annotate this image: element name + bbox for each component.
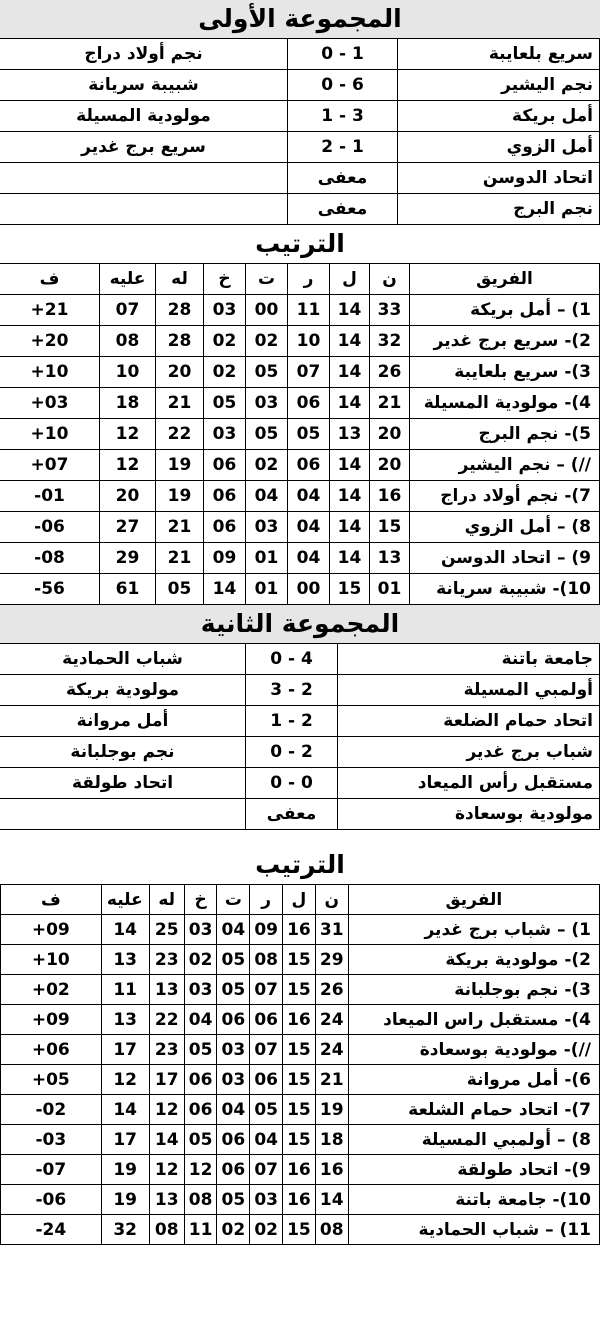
stat-cell: +09 [1,1005,102,1035]
stat-cell: 08 [250,945,283,975]
match-row [0,768,600,799]
home-team: أولمبي المسيلة [338,675,600,706]
stat-cell: 02 [204,357,246,388]
table-row [1,1095,600,1125]
home-team: مستقبل رأس الميعاد [338,768,600,799]
stat-cell: 28 [156,295,204,326]
stat-cell: 26 [315,975,348,1005]
stat-cell: 04 [288,512,330,543]
stat-cell: 02 [246,450,288,481]
stat-cell: 02 [246,326,288,357]
stat-cell: 15 [283,975,316,1005]
table-row [0,357,600,388]
away-team [0,163,288,194]
home-team: سريع بلعايبة [398,39,600,70]
stat-cell: 05 [184,1125,217,1155]
group2-standings-table [0,884,600,1245]
group1-title: المجموعة الأولى [0,0,600,38]
stat-cell: 19 [315,1095,348,1125]
table-row [0,450,600,481]
match-score: 3 - 1 [288,101,398,132]
stat-cell: 16 [283,1185,316,1215]
standings-header-row [1,885,600,915]
stat-cell: 26 [370,357,410,388]
stat-cell: +07 [0,450,100,481]
match-row [0,70,600,101]
stat-cell: 07 [100,295,156,326]
away-team [0,194,288,225]
group2-matches-table [0,643,600,830]
column-header: ت [246,264,288,295]
stat-cell: 15 [283,1095,316,1125]
table-row [0,419,600,450]
match-score: معفى [246,799,338,830]
match-row [0,132,600,163]
stat-cell: 07 [288,357,330,388]
team-name: 1) – شباب برج غدير [348,915,599,945]
stat-cell: 32 [370,326,410,357]
team-name: 9)- اتحاد طولقة [348,1155,599,1185]
stat-cell: 21 [156,512,204,543]
stat-cell: -02 [1,1095,102,1125]
team-name: 3)- سريع بلعايبة [410,357,600,388]
stat-cell: -06 [0,512,100,543]
team-name: 8) – أمل الزوي [410,512,600,543]
stat-cell: 08 [100,326,156,357]
column-header: ت [217,885,250,915]
stat-cell: 03 [246,512,288,543]
column-header: عليه [100,264,156,295]
match-row [0,675,600,706]
stat-cell: +10 [0,419,100,450]
stat-cell: 06 [288,388,330,419]
stat-cell: 02 [250,1215,283,1245]
table-row [1,1035,600,1065]
stat-cell: 10 [100,357,156,388]
stat-cell: 03 [184,975,217,1005]
team-name: 4)- مستقبل راس الميعاد [348,1005,599,1035]
stat-cell: 33 [370,295,410,326]
table-row [0,481,600,512]
stat-cell: 07 [250,1035,283,1065]
stat-cell: 13 [149,1185,184,1215]
stat-cell: -03 [1,1125,102,1155]
stat-cell: 12 [184,1155,217,1185]
standings-header-row [0,264,600,295]
team-name: 9) – اتحاد الدوسن [410,543,600,574]
team-name: 5)- نجم البرج [410,419,600,450]
team-name: 2)- مولودية بريكة [348,945,599,975]
column-header: ر [288,264,330,295]
stat-cell: 07 [250,975,283,1005]
team-name: 10)- شبيبة سريانة [410,574,600,605]
stat-cell: 14 [330,543,370,574]
table-row [1,1005,600,1035]
match-score: 1 - 2 [288,132,398,163]
match-score: 4 - 0 [246,644,338,675]
away-team: مولودية المسيلة [0,101,288,132]
stat-cell: 20 [370,450,410,481]
home-team: نجم البرج [398,194,600,225]
stat-cell: 16 [283,1155,316,1185]
stat-cell: 31 [315,915,348,945]
table-row [1,1215,600,1245]
section-spacer [0,830,600,846]
stat-cell: 00 [246,295,288,326]
stat-cell: 19 [101,1155,149,1185]
stat-cell: 14 [330,450,370,481]
stat-cell: 61 [100,574,156,605]
stat-cell: 05 [217,975,250,1005]
stat-cell: 23 [149,945,184,975]
stat-cell: 12 [149,1095,184,1125]
match-row [0,163,600,194]
stat-cell: 16 [315,1155,348,1185]
stat-cell: 04 [217,915,250,945]
stat-cell: 17 [101,1035,149,1065]
stat-cell: 07 [250,1155,283,1185]
stat-cell: 06 [204,512,246,543]
team-name: 2)- سريع برج غدير [410,326,600,357]
stat-cell: 06 [184,1065,217,1095]
table-row [1,1155,600,1185]
stat-cell: 05 [184,1035,217,1065]
column-header: ن [315,885,348,915]
stat-cell: 14 [330,388,370,419]
stat-cell: 13 [149,975,184,1005]
table-row [0,388,600,419]
column-header: ل [283,885,316,915]
table-row [0,574,600,605]
stat-cell: 04 [288,481,330,512]
stat-cell: 08 [149,1215,184,1245]
stat-cell: 29 [315,945,348,975]
stat-cell: 19 [101,1185,149,1215]
stat-cell: -07 [1,1155,102,1185]
match-score: 2 - 3 [246,675,338,706]
group2-title: المجموعة الثانية [0,605,600,643]
team-name: 11) – شباب الحمادية [348,1215,599,1245]
away-team: سريع برج غدير [0,132,288,163]
stat-cell: 06 [250,1005,283,1035]
stat-cell: 21 [156,543,204,574]
home-team: اتحاد حمام الضلعة [338,706,600,737]
away-team: نجم أولاد دراج [0,39,288,70]
stat-cell: 06 [184,1095,217,1125]
stat-cell: 18 [100,388,156,419]
column-header: خ [184,885,217,915]
stat-cell: 05 [288,419,330,450]
stat-cell: 13 [101,945,149,975]
stat-cell: 10 [288,326,330,357]
column-header: ل [330,264,370,295]
stat-cell: 06 [288,450,330,481]
stat-cell: 02 [204,326,246,357]
stat-cell: 06 [250,1065,283,1095]
stat-cell: 05 [156,574,204,605]
match-row [0,706,600,737]
stat-cell: 03 [204,419,246,450]
table-row [1,1125,600,1155]
home-team: شباب برج غدير [338,737,600,768]
match-score: معفى [288,194,398,225]
stat-cell: 17 [149,1065,184,1095]
column-header: ف [1,885,102,915]
match-score: 2 - 1 [246,706,338,737]
match-row [0,39,600,70]
stat-cell: 14 [101,1095,149,1125]
stat-cell: 02 [217,1215,250,1245]
stat-cell: -01 [0,481,100,512]
table-row [0,512,600,543]
stat-cell: +02 [1,975,102,1005]
stat-cell: 17 [101,1125,149,1155]
team-name: //) – نجم اليشير [410,450,600,481]
home-team: أمل بريكة [398,101,600,132]
team-name: //)- مولودية بوسعادة [348,1035,599,1065]
stat-cell: 16 [283,915,316,945]
column-header: عليه [101,885,149,915]
stat-cell: 05 [217,945,250,975]
stat-cell: 22 [149,1005,184,1035]
stat-cell: 05 [250,1095,283,1125]
stat-cell: 01 [246,543,288,574]
group1-matches-table [0,38,600,225]
stat-cell: +09 [1,915,102,945]
stat-cell: 24 [315,1035,348,1065]
match-score: 1 - 0 [288,39,398,70]
stat-cell: 06 [217,1155,250,1185]
stat-cell: 19 [156,450,204,481]
stat-cell: 08 [315,1215,348,1245]
column-header: الفريق [348,885,599,915]
stat-cell: 15 [330,574,370,605]
stat-cell: 14 [315,1185,348,1215]
stat-cell: 15 [283,1065,316,1095]
stat-cell: 12 [100,419,156,450]
stat-cell: 21 [156,388,204,419]
stat-cell: +10 [1,945,102,975]
stat-cell: 14 [330,512,370,543]
home-team: أمل الزوي [398,132,600,163]
stat-cell: 19 [156,481,204,512]
stat-cell: 11 [288,295,330,326]
stat-cell: 08 [184,1185,217,1215]
match-score: معفى [288,163,398,194]
table-row [0,543,600,574]
stat-cell: 15 [283,1125,316,1155]
stat-cell: 01 [370,574,410,605]
stat-cell: 03 [217,1065,250,1095]
stat-cell: 21 [370,388,410,419]
stat-cell: 03 [250,1185,283,1215]
stat-cell: 06 [217,1005,250,1035]
stat-cell: +05 [1,1065,102,1095]
home-team: نجم اليشير [398,70,600,101]
stat-cell: 32 [101,1215,149,1245]
stat-cell: 20 [156,357,204,388]
stat-cell: 22 [156,419,204,450]
home-team: جامعة باتنة [338,644,600,675]
stat-cell: 20 [370,419,410,450]
stat-cell: 23 [149,1035,184,1065]
stat-cell: 14 [101,915,149,945]
stat-cell: 01 [246,574,288,605]
away-team [0,799,246,830]
stat-cell: 15 [370,512,410,543]
home-team: اتحاد الدوسن [398,163,600,194]
team-name: 8) – أولمبي المسيلة [348,1125,599,1155]
team-name: 3)- نجم بوجلبانة [348,975,599,1005]
stat-cell: 04 [250,1125,283,1155]
stat-cell: 15 [283,1035,316,1065]
column-header: خ [204,264,246,295]
column-header: ر [250,885,283,915]
stat-cell: +21 [0,295,100,326]
stat-cell: 03 [246,388,288,419]
stat-cell: 05 [204,388,246,419]
stat-cell: 15 [283,1215,316,1245]
table-row [1,1185,600,1215]
stat-cell: +10 [0,357,100,388]
stat-cell: 27 [100,512,156,543]
column-header: له [149,885,184,915]
stat-cell: 09 [204,543,246,574]
column-header: الفريق [410,264,600,295]
stat-cell: 05 [246,357,288,388]
stat-cell: 12 [149,1155,184,1185]
stat-cell: 14 [330,326,370,357]
stat-cell: +20 [0,326,100,357]
stat-cell: 16 [370,481,410,512]
stat-cell: 13 [370,543,410,574]
stat-cell: 04 [288,543,330,574]
stat-cell: -24 [1,1215,102,1245]
group2-standings-title: الترتيب [0,846,600,884]
match-score: 2 - 0 [246,737,338,768]
column-header: ف [0,264,100,295]
stat-cell: 12 [100,450,156,481]
table-row [1,945,600,975]
home-team: مولودية بوسعادة [338,799,600,830]
stat-cell: 18 [315,1125,348,1155]
stat-cell: 02 [184,945,217,975]
team-name: 10)- جامعة باتنة [348,1185,599,1215]
stat-cell: 14 [330,295,370,326]
match-row [0,101,600,132]
away-team: نجم بوجلبانة [0,737,246,768]
team-name: 6)- أمل مروانة [348,1065,599,1095]
match-row [0,644,600,675]
table-row [1,1065,600,1095]
match-row [0,799,600,830]
stat-cell: 14 [330,357,370,388]
stat-cell: 15 [283,945,316,975]
stat-cell: 03 [184,915,217,945]
table-row [0,295,600,326]
stat-cell: 04 [184,1005,217,1035]
stat-cell: 03 [217,1035,250,1065]
match-row [0,194,600,225]
group1-standings-table [0,263,600,605]
stat-cell: 12 [101,1065,149,1095]
stat-cell: 13 [101,1005,149,1035]
away-team: مولودية بريكة [0,675,246,706]
stat-cell: +06 [1,1035,102,1065]
stat-cell: 05 [246,419,288,450]
stat-cell: 14 [330,481,370,512]
stat-cell: -06 [1,1185,102,1215]
stat-cell: 05 [217,1185,250,1215]
stat-cell: 09 [250,915,283,945]
stat-cell: 25 [149,915,184,945]
stat-cell: 20 [100,481,156,512]
match-row [0,737,600,768]
stat-cell: 24 [315,1005,348,1035]
stat-cell: 14 [149,1125,184,1155]
stat-cell: 00 [288,574,330,605]
stat-cell: 28 [156,326,204,357]
stat-cell: 06 [217,1125,250,1155]
table-row [1,915,600,945]
table-row [1,975,600,1005]
stat-cell: 03 [204,295,246,326]
team-name: 7)- نجم أولاد دراج [410,481,600,512]
stat-cell: -08 [0,543,100,574]
away-team: شباب الحمادية [0,644,246,675]
stat-cell: 04 [217,1095,250,1125]
group1-standings-title: الترتيب [0,225,600,263]
column-header: له [156,264,204,295]
stat-cell: 13 [330,419,370,450]
stat-cell: 16 [283,1005,316,1035]
team-name: 1) – أمل بريكة [410,295,600,326]
stat-cell: +03 [0,388,100,419]
stat-cell: 14 [204,574,246,605]
stat-cell: 06 [204,450,246,481]
away-team: شبيبة سريانة [0,70,288,101]
away-team: أمل مروانة [0,706,246,737]
team-name: 7)- اتحاد حمام الشلعة [348,1095,599,1125]
team-name: 4)- مولودية المسيلة [410,388,600,419]
stat-cell: 11 [184,1215,217,1245]
away-team: اتحاد طولقة [0,768,246,799]
match-score: 0 - 0 [246,768,338,799]
stat-cell: 06 [204,481,246,512]
stat-cell: 21 [315,1065,348,1095]
column-header: ن [370,264,410,295]
stat-cell: 04 [246,481,288,512]
stat-cell: 11 [101,975,149,1005]
stat-cell: 29 [100,543,156,574]
stat-cell: -56 [0,574,100,605]
table-row [0,326,600,357]
match-score: 6 - 0 [288,70,398,101]
